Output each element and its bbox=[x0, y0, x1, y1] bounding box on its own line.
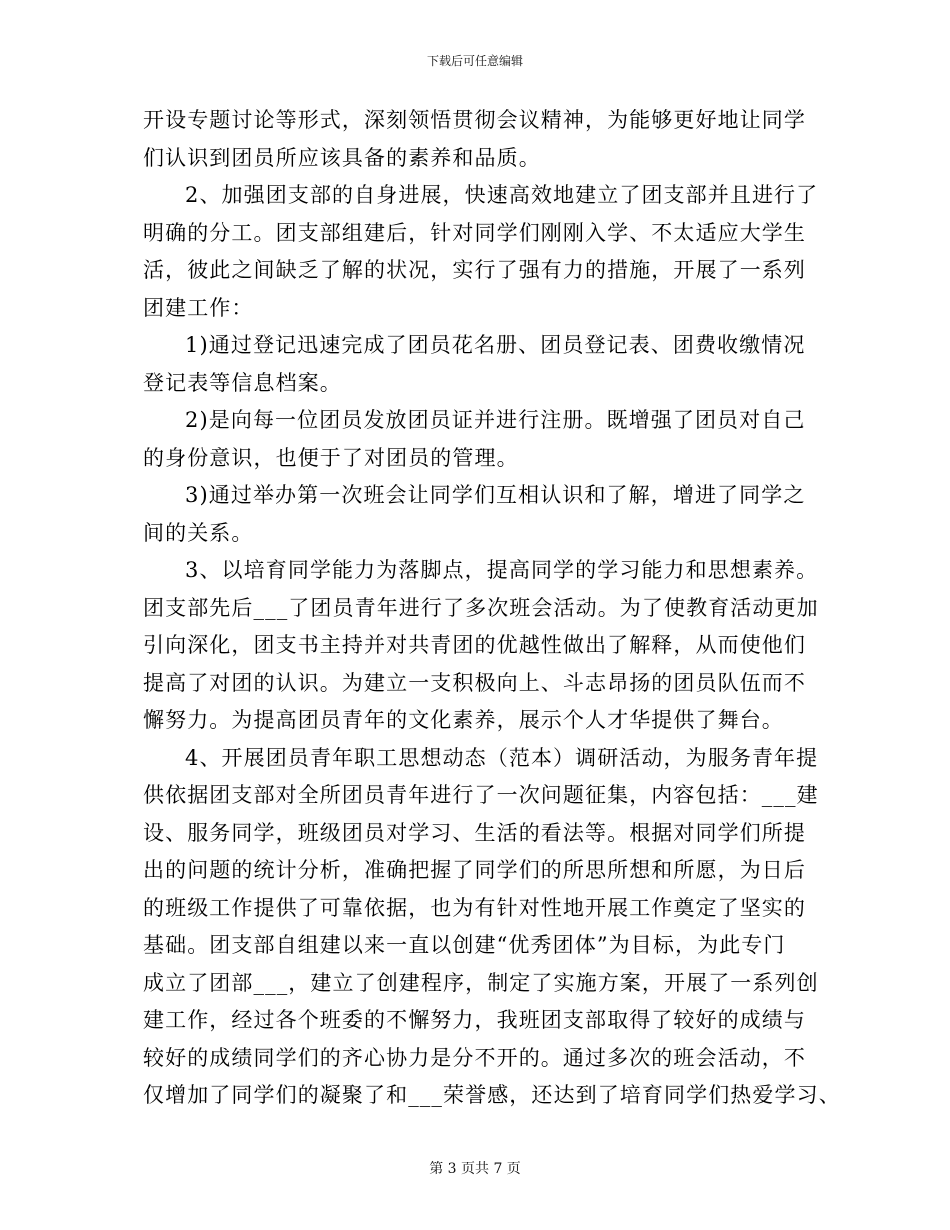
text-line: 仅增加了同学们的凝聚了和___荣誉感，还达到了培育同学们热爱学习、 bbox=[143, 1083, 841, 1107]
text-line: 3、以培育同学能力为落脚点，提高同学的学习能力和思想素养。 bbox=[185, 558, 819, 582]
text-line: 成立了团部___，建立了创建程序，制定了实施方案，开展了一系列创 bbox=[143, 970, 819, 995]
text-line: 的班级工作提供了可靠依据，也为有针对性地开展工作奠定了坚实的 bbox=[143, 895, 806, 920]
text-line: 团支部先后___了团员青年进行了多次班会活动。为了使教育活动更加 bbox=[143, 595, 819, 620]
text-line: 的身份意识，也便于了对团员的管理。 bbox=[143, 445, 519, 470]
text-line: 2、加强团支部的自身进展，快速高效地建立了团支部并且进行了 bbox=[185, 183, 819, 207]
text-line: 间的关系。 bbox=[143, 520, 254, 545]
text-line: 引向深化，团支书主持并对共青团的优越性做出了解释，从而使他们 bbox=[143, 633, 806, 657]
text-line: 懈努力。为提高团员青年的文化素养，展示个人才华提供了舞台。 bbox=[143, 708, 784, 732]
text-line: 基础。团支部自组建以来一直以创建“优秀团体”为目标，为此专门 bbox=[143, 933, 786, 957]
text-line: 设、服务同学，班级团员对学习、生活的看法等。根据对同学们所提 bbox=[143, 820, 806, 845]
text-line: 活，彼此之间缺乏了解的状况，实行了强有力的措施，开展了一系列 bbox=[143, 258, 806, 282]
text-line: 4、开展团员青年职工思想动态（范本）调研活动，为服务青年提 bbox=[185, 745, 819, 770]
page-footer: 第 3 页共 7 页 bbox=[429, 1161, 521, 1177]
text-line: 3)通过举办第一次班会让同学们互相认识和了解，增进了同学之 bbox=[185, 483, 806, 507]
text-line: 出的问题的统计分析，准确把握了同学们的所思所想和所愿，为日后 bbox=[143, 858, 806, 882]
text-line: 开设专题讨论等形式，深刻领悟贯彻会议精神，为能够更好地让同学 bbox=[143, 108, 806, 132]
text-line: 提高了对团的认识。为建立一支积极向上、斗志昂扬的团员队伍而不 bbox=[143, 670, 806, 695]
text-line: 登记表等信息档案。 bbox=[143, 370, 342, 395]
text-line: 1)通过登记迅速完成了团员花名册、团员登记表、团费收缴情况 bbox=[185, 333, 806, 357]
text-line: 建工作，经过各个班委的不懈努力，我班团支部取得了较好的成绩与 bbox=[143, 1008, 806, 1032]
text-line: 们认识到团员所应该具备的素养和品质。 bbox=[143, 145, 541, 170]
text-line: 团建工作： bbox=[143, 295, 254, 320]
text-line: 供依据团支部对全所团员青年进行了一次问题征集，内容包括：___建 bbox=[143, 783, 819, 807]
document-body bbox=[143, 102, 841, 1115]
text-line: 较好的成绩同学们的齐心协力是分不开的。通过多次的班会活动，不 bbox=[143, 1045, 806, 1070]
text-line: 明确的分工。团支部组建后，针对同学们刚刚入学、不太适应大学生 bbox=[143, 220, 806, 245]
text-line: 2)是向每一位团员发放团员证并进行注册。既增强了团员对自己 bbox=[185, 408, 806, 432]
page-header: 下载后可任意编辑 bbox=[426, 54, 523, 68]
